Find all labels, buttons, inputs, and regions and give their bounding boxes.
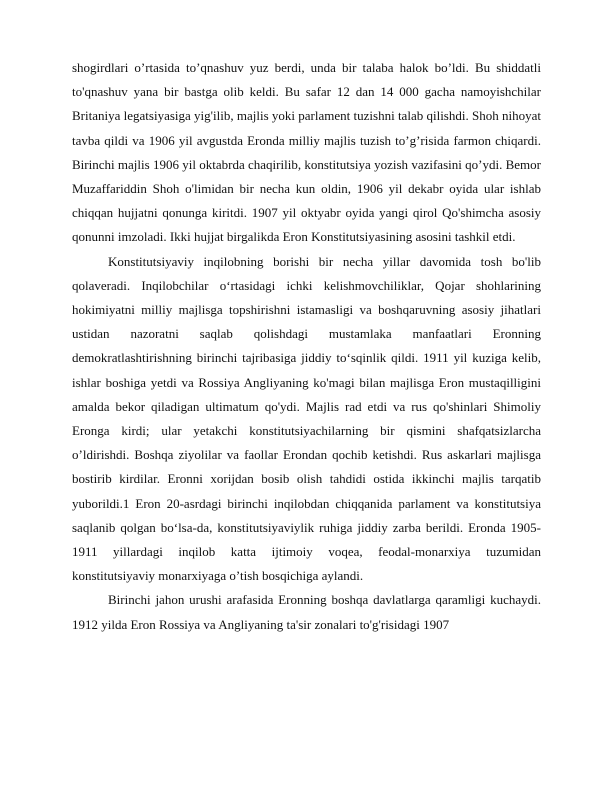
paragraph-3: Birinchi jahon urushi arafasida Eronning boshqa davlatlarga qaramligi kuchaydi. 1912 yilda Eron Rossiya va Angliyaning ta'sir zonalari to'g'risidagi 1907	[72, 592, 541, 632]
paragraph-2: Konstitutsiyaviy inqilobning borishi bir necha yillar davomida tosh bo'lib qolaveradi. Inqilobchilar o‘rtasidagi ichki kelishmovchiliklar, Qojar shohlarining hokimiyatni milliy majlisga topshirishni istamasligi va boshqaruvning asosiy jihatlari ustidan nazoratni saqlab qolishdagi mustamlaka manfaatlari Eronning demokratlashtirishning birinchi tajribasiga jiddiy to‘sqinlik qildi. 1911 yil kuziga kelib, ishlar boshiga yetdi va Rossiya Angliyaning ko'magi bilan majlisga Eron mustaqilligini amalda bekor qiladigan ultimatum qo'ydi. Majlis rad etdi va rus qo'shinlari Shimoliy Eronga kirdi; ular yetakchi konstitutsiyachilarning bir qismini shafqatsizlarcha o’ldirishdi. Boshqa ziyolilar va faollar Erondan qochib ketishdi. Rus askarlari majlisga bostirib kirdilar. Eronni xorijdan bosib olish tahdidi ostida ikkinchi majlis tarqatib yuborildi.1 Eron 20-asrdagi birinchi inqilobdan chiqqanida parlament va konstitutsiya saqlanib qolgan bo‘lsa-da, konstitutsiyaviylik ruhiga jiddiy zarba berildi. Eronda 1905-1911 yillardagi inqilob katta ijtimoiy voqea, feodal-monarxiya tuzumidan konstitutsiyaviy monarxiyaga o’tish bosqichiga aylandi.	[72, 253, 541, 584]
paragraph-1: shogirdlari o’rtasida to’qnashuv yuz berdi, unda bir talaba halok bo’ldi. Bu shiddatli to'qnashuv yana bir bastga olib keldi. Bu safar 12 dan 14 000 gacha namoyishchilar Britaniya legatsiyasiga yig'ilib, majlis yoki parlament tuzishni talab qilishdi. Shoh nihoyat tavba qildi va 1906 yil avgustda Eronda milliy majlis tuzish to’g’risida farmon chiqardi. Birinchi majlis 1906 yil oktabrda chaqirilib, konstitutsiya yozish vazifasini qo’ydi. Bemor Muzaffariddin Shoh o'limidan bir necha kun oldin, 1906 yil dekabr oyida ular ishlab chiqqan hujjatni qonunga kiritdi. 1907 yil oktyabr oyida yangi qirol Qo'shimcha asosiy qonunni imzoladi. Ikki hujjat birgalikda Eron Konstitutsiyasining asosini tashkil etdi.	[72, 60, 541, 245]
document-page	[72, 56, 541, 637]
